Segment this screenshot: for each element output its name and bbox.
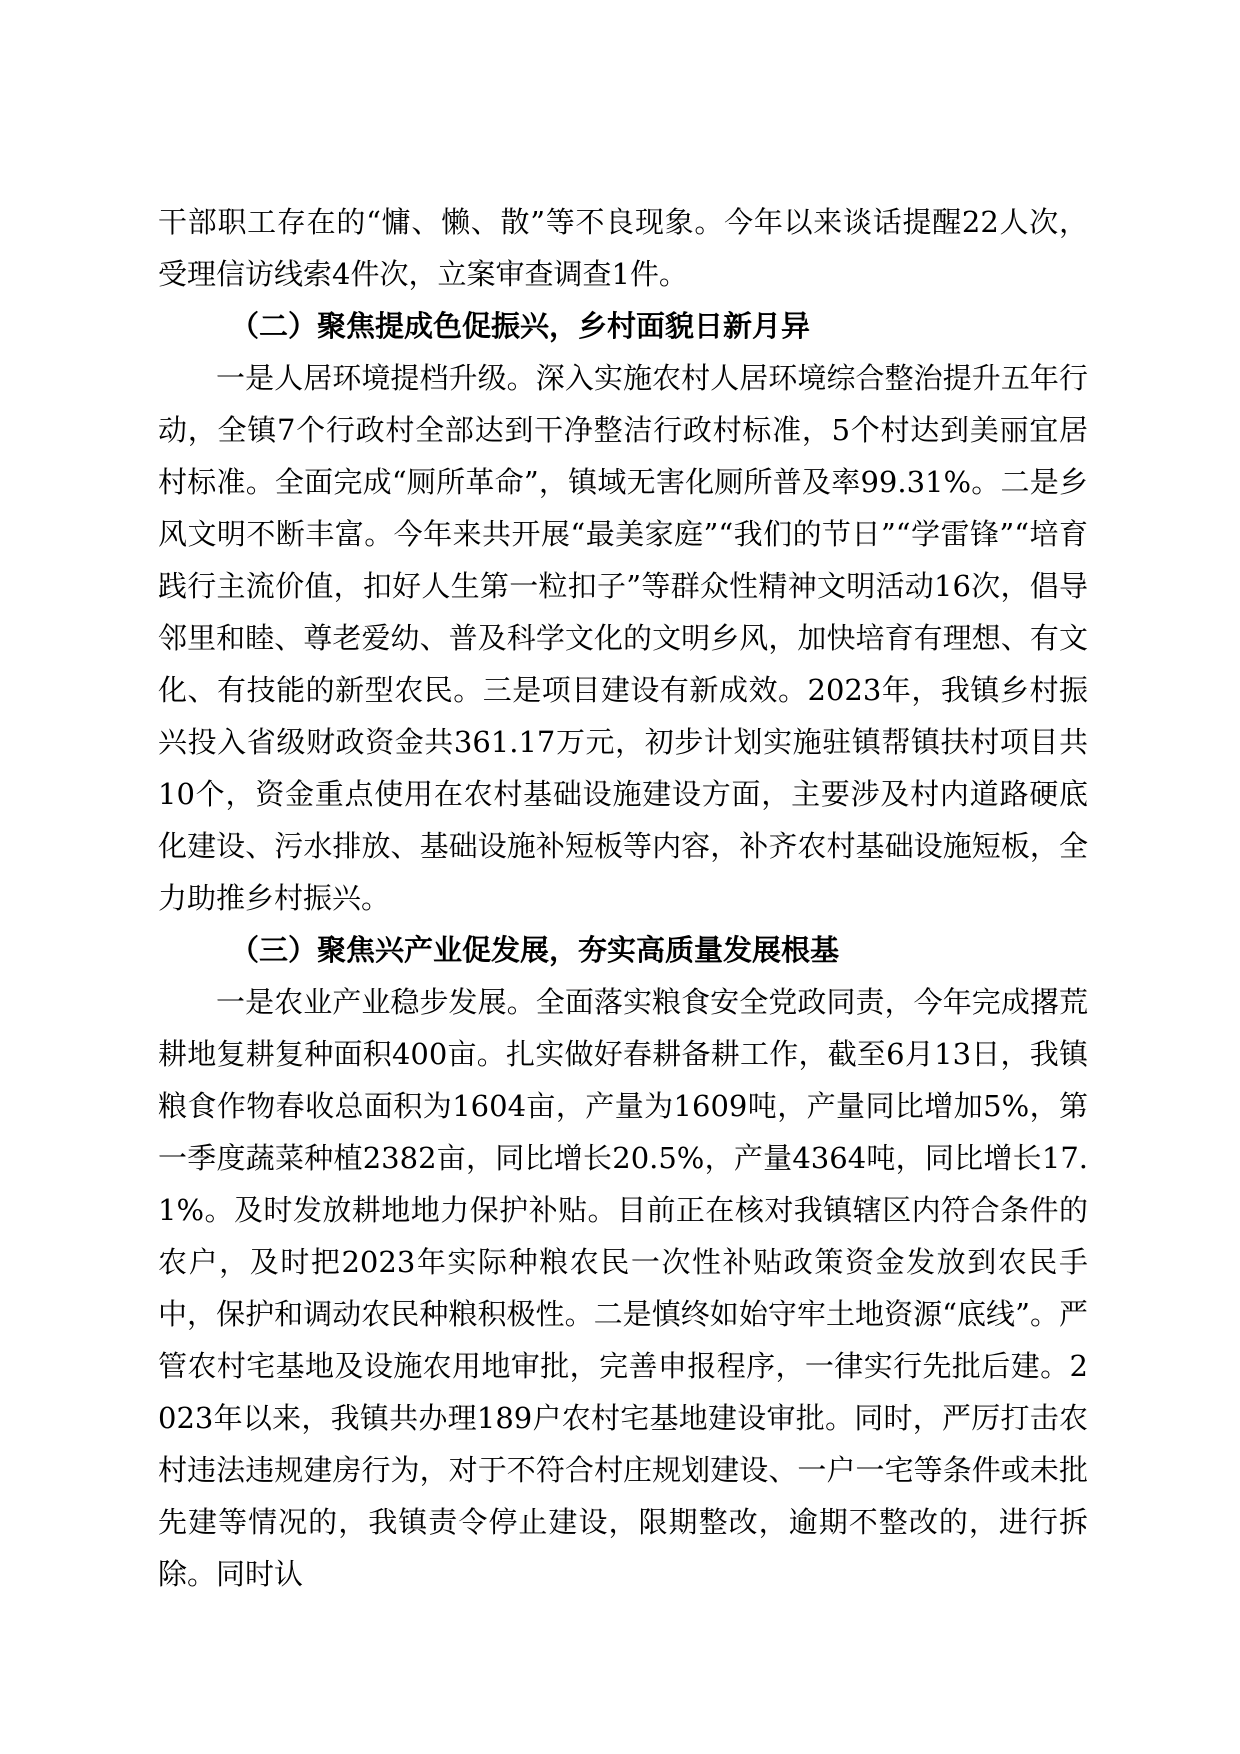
section-heading-rural-revitalization: （二）聚焦提成色促振兴，乡村面貌日新月异 (230, 309, 811, 343)
paragraph-living-environment: 一是人居环境提档升级。深入实施农村人居环境综合整治提升五年行动，全镇7个行政村全部达到干净整洁行政村标准，5个村达到美丽宜居村标准。全面完成“厕所革命”，镇域无害化厕所普及率99.31%。二是乡风文明不断丰富。今年来共开展“最美家庭”“我们的节日”“学雷锋”“培育践行主流价值，扣好人生第一粒扣子”等群众性精神文明活动16次，倡导邻里和睦、尊老爱幼、普及科学文化的文明乡风，加快培育有理想、有文化、有技能的新型农民。三是项目建设有新成效。2023年，我镇乡村振兴投入省级财政资金共361.17万元，初步计划实施驻镇帮镇扶村项目共10个，资金重点使用在农村基础设施建设方面，主要涉及村内道路硬底化建设、污水排放、基础设施补短板等内容，补齐农村基础设施短板，全力助推乡村振兴。 (158, 361, 1088, 915)
document-page (158, 196, 1088, 1600)
section-heading-industry-development: （三）聚焦兴产业促发展，夯实高质量发展根基 (230, 933, 840, 967)
paragraph-agriculture: 一是农业产业稳步发展。全面落实粮食安全党政同责，今年完成撂荒耕地复耕复种面积400亩。扎实做好春耕备耕工作，截至6月13日，我镇粮食作物春收总面积为1604亩，产量为1609吨，产量同比增加5%，第一季度蔬菜种植2382亩，同比增长20.5%，产量4364吨，同比增长17.1%。及时发放耕地地力保护补贴。目前正在核对我镇辖区内符合条件的农户，及时把2023年实际种粮农民一次性补贴政策资金发放到农民手中，保护和调动农民种粮积极性。二是慎终如始守牢土地资源“底线”。严管农村宅基地及设施农用地审批，完善申报程序，一律实行先批后建。2023年以来，我镇共办理189户农村宅基地建设审批。同时，严厉打击农村违法违规建房行为，对于不符合村庄规划建设、一户一宅等条件或未批先建等情况的，我镇责令停止建设，限期整改，逾期不整改的，进行拆除。同时认 (158, 985, 1088, 1591)
paragraph-discipline-results: 干部职工存在的“慵、懒、散”等不良现象。今年以来谈话提醒22人次，受理信访线索4件次，立案审查调查1件。 (158, 205, 1088, 291)
